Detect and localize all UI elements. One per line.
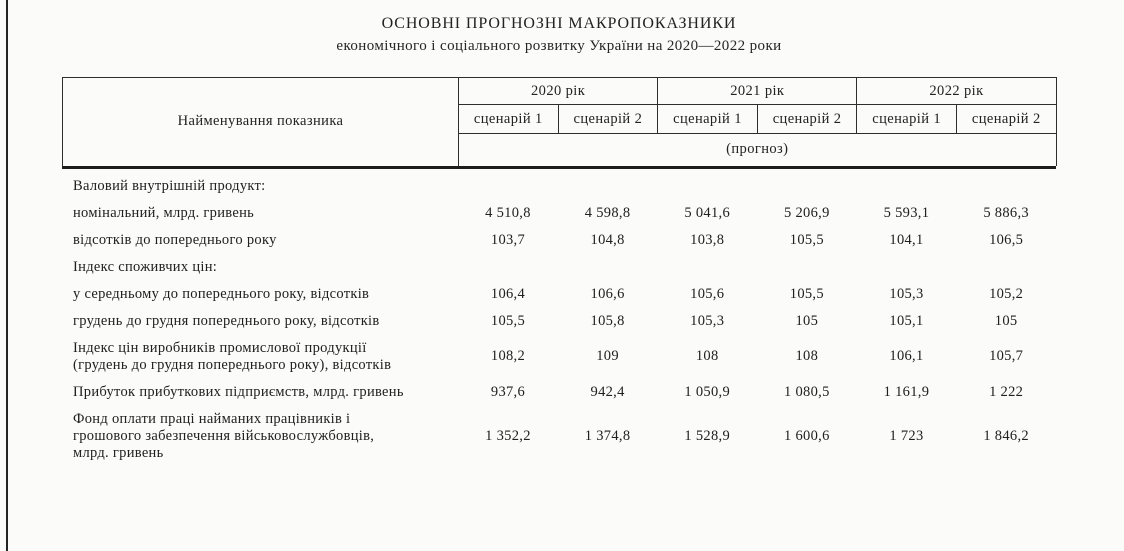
value-cell: 108 xyxy=(795,348,819,364)
indicator-label: Прибуток прибуткових підприємств, млрд. гривень xyxy=(73,383,404,400)
value-cell: 5 886,3 xyxy=(983,204,1029,221)
value-cell: 104,1 xyxy=(889,231,924,248)
value-cell: 942,4 xyxy=(590,383,625,400)
value-cell: 937,6 xyxy=(490,383,526,400)
value-cell: 1 161,9 xyxy=(883,383,930,400)
name-column-header: Найменування показника xyxy=(63,78,459,166)
table-row xyxy=(62,335,1056,379)
year-group-header-2022: 2022 рік xyxy=(857,78,1056,105)
table-body xyxy=(62,171,1056,467)
table-row xyxy=(62,171,1056,200)
value-cell: 105 xyxy=(795,312,819,329)
scenario-header: сценарій 2 xyxy=(956,105,1056,134)
value-cell: 4 598,8 xyxy=(584,204,631,221)
macroindicators-table xyxy=(62,77,1056,467)
value-cell: 105,5 xyxy=(490,312,526,329)
value-cell: 105,5 xyxy=(789,231,824,248)
table-header-box xyxy=(62,77,1056,169)
value-cell: 105,6 xyxy=(690,285,725,302)
table-row xyxy=(62,281,1056,308)
value-cell: 106,6 xyxy=(590,285,625,302)
value-cell: 1 222 xyxy=(989,383,1024,400)
value-cell: 105,1 xyxy=(889,312,924,329)
value-cell: 105,3 xyxy=(690,312,725,329)
value-cell: 105,8 xyxy=(590,312,625,329)
year-group-header-2020: 2020 рік xyxy=(459,78,658,105)
forecast-note: (прогноз) xyxy=(726,141,789,158)
value-cell: 106,1 xyxy=(889,348,924,364)
indicator-label: номінальний, млрд. гривень xyxy=(73,204,255,221)
page-title: ОСНОВНІ ПРОГНОЗНІ МАКРОПОКАЗНИКИ xyxy=(381,15,737,32)
value-cell: 105,7 xyxy=(989,348,1024,364)
value-cell: 1 600,6 xyxy=(784,427,830,444)
category-label: Валовий внутрішній продукт: xyxy=(73,177,266,194)
table-header xyxy=(62,77,1057,166)
value-cell: 105 xyxy=(994,312,1018,329)
value-cell: 108 xyxy=(695,348,719,364)
value-cell: 1 050,9 xyxy=(684,383,730,400)
indicator-label: відсотків до попереднього року xyxy=(73,231,277,248)
document-header xyxy=(62,15,1056,55)
table-row xyxy=(62,200,1056,227)
scenario-header: сценарій 1 xyxy=(658,105,758,134)
value-cell: 106,5 xyxy=(989,231,1024,248)
value-cell: 108,2 xyxy=(490,348,526,364)
page-subtitle: економічного і соціального розвитку України на 2020—2022 роки xyxy=(336,38,782,54)
category-label: Індекс споживчих цін: xyxy=(73,258,218,275)
scenario-header: сценарій 1 xyxy=(459,105,559,134)
header-row-years xyxy=(63,78,1057,105)
scenario-header: сценарій 2 xyxy=(757,105,857,134)
value-cell: 105,5 xyxy=(789,285,824,302)
value-cell: 1 723 xyxy=(889,427,924,444)
value-cell: 1 080,5 xyxy=(784,383,830,400)
value-cell: 103,7 xyxy=(490,231,526,248)
scenario-header: сценарій 2 xyxy=(558,105,658,134)
indicator-label: Фонд оплати праці найманих працівників і грошового забезпечення військовослужбовців, млрд. гривень xyxy=(73,410,375,461)
table-row xyxy=(62,227,1056,254)
indicator-label: у середньому до попереднього року, відсотків xyxy=(73,285,370,302)
value-cell: 105,3 xyxy=(889,285,924,302)
indicator-label: Індекс цін виробників промислової продукції (грудень до грудня попереднього року), відсотків xyxy=(73,339,392,373)
table-row xyxy=(62,254,1056,281)
page-left-border-line xyxy=(6,0,8,551)
value-cell: 1 374,8 xyxy=(584,427,631,444)
value-cell: 5 206,9 xyxy=(784,204,830,221)
value-cell: 4 510,8 xyxy=(485,204,531,221)
value-cell: 103,8 xyxy=(690,231,725,248)
value-cell: 1 846,2 xyxy=(983,427,1029,444)
value-cell: 1 528,9 xyxy=(684,427,730,444)
table-row xyxy=(62,308,1056,335)
table-row xyxy=(62,379,1056,406)
scenario-header: сценарій 1 xyxy=(857,105,957,134)
year-group-header-2021: 2021 рік xyxy=(658,78,857,105)
value-cell: 5 593,1 xyxy=(883,204,930,221)
value-cell: 106,4 xyxy=(490,285,526,302)
value-cell: 109 xyxy=(596,348,619,364)
value-cell: 104,8 xyxy=(590,231,625,248)
value-cell: 105,2 xyxy=(989,285,1024,302)
indicator-label: грудень до грудня попереднього року, відсотків xyxy=(73,312,380,329)
table-row xyxy=(62,406,1056,467)
value-cell: 5 041,6 xyxy=(684,204,730,221)
value-cell: 1 352,2 xyxy=(485,427,531,444)
